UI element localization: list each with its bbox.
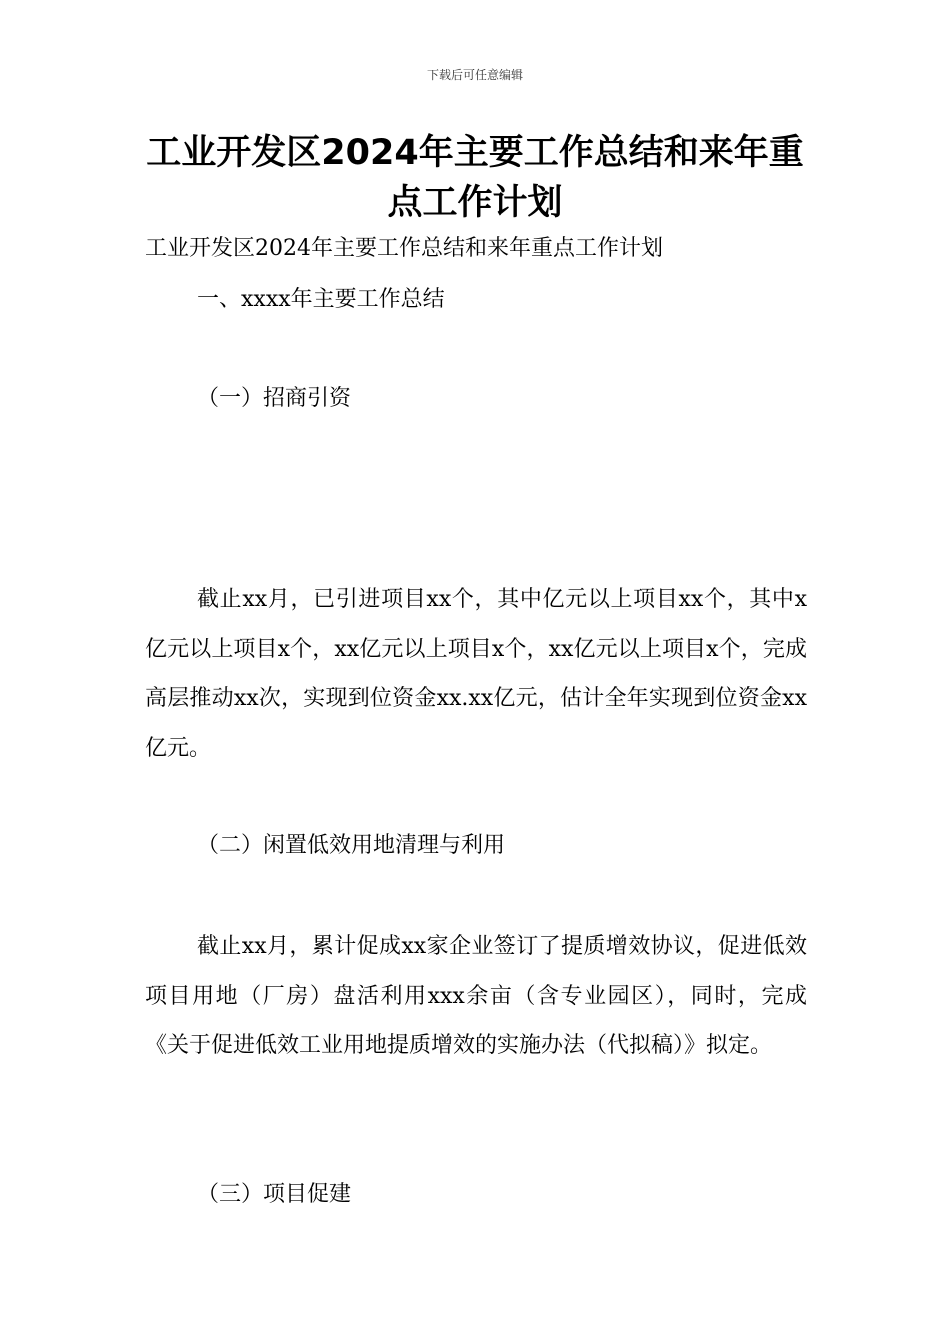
document-title: 工业开发区2024年主要工作总结和来年重点工作计划	[146, 133, 804, 223]
subsection-heading-1: （一）招商引资	[197, 386, 352, 411]
subsection-heading-2: （二）闲置低效用地清理与利用	[197, 833, 506, 858]
document-subtitle: 工业开发区2024年主要工作总结和来年重点工作计划	[145, 236, 663, 261]
section-heading-1: 一、xxxx年主要工作总结	[197, 287, 445, 312]
paragraph-2: 截止xx月，累计促成xx家企业签订了提质增效协议，促进低效项目用地（厂房）盘活利用xxx余亩（含专业园区），同时，完成《关于促进低效工业用地提质增效的实施办法（代拟稿）》拟定。	[145, 934, 807, 1058]
subsection-heading-3: （三）项目促建	[197, 1182, 352, 1207]
header-note: 下载后可任意编辑	[426, 68, 523, 82]
paragraph-1: 截止xx月，已引进项目xx个，其中亿元以上项目xx个，其中x亿元以上项目x个，xx亿元以上项目x个，xx亿元以上项目x个，完成高层推动xx次，实现到位资金xx.xx亿元，估计全年实现到位资金xx亿元。	[145, 587, 807, 761]
